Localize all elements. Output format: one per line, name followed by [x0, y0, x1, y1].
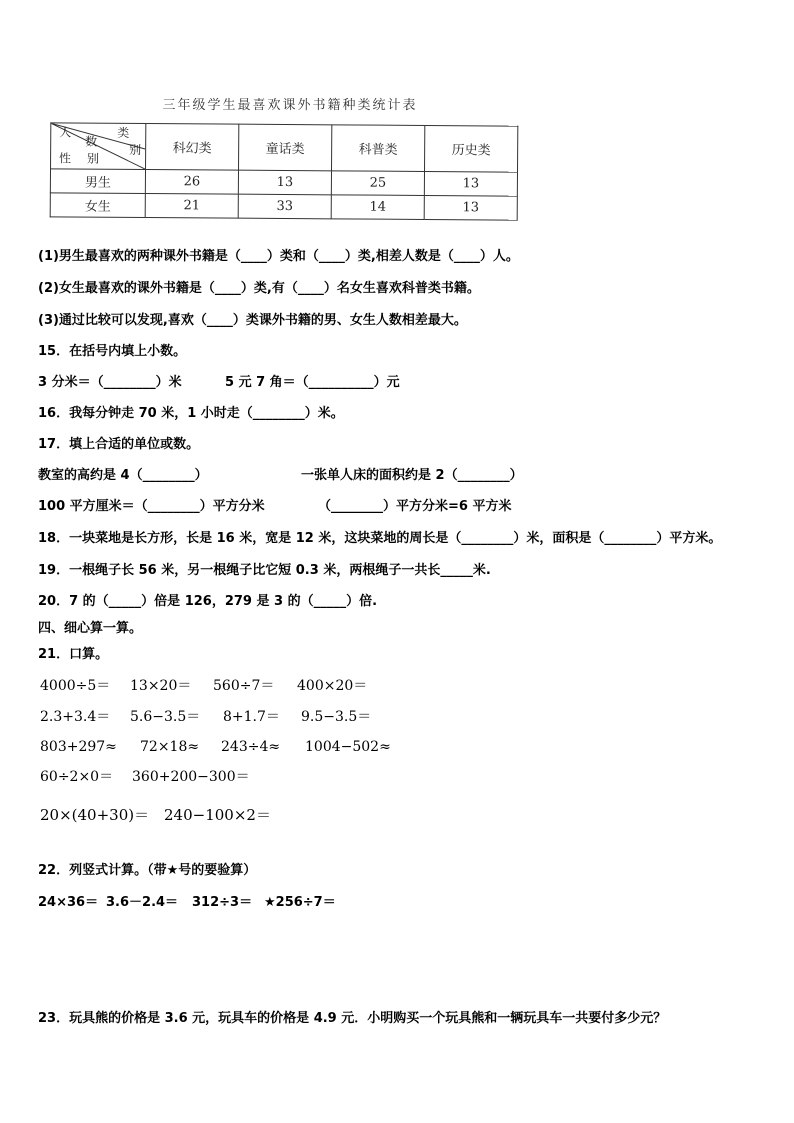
- question-22-items: [38, 895, 336, 911]
- col-header: 历史类: [425, 125, 518, 172]
- table-cell: 13: [238, 170, 331, 195]
- corner-label-shu: 数: [85, 134, 98, 149]
- oral-item: 60÷2×0＝: [40, 769, 114, 785]
- vertical-calc-item: 312÷3＝: [192, 895, 253, 910]
- table-cell: 14: [331, 195, 424, 220]
- question-22: 22．列竖式计算。（带★号的要验算）: [38, 863, 257, 878]
- table-row: [50, 169, 517, 196]
- question-14-3: (3)通过比较可以发现,喜欢（____）类课外书籍的男、女生人数相差最大。: [38, 313, 467, 328]
- section-4-heading: 四、细心算一算。: [38, 621, 143, 636]
- question-19: 19．一根绳子长 56 米，另一根绳子比它短 0.3 米，两根绳子一共长_____米.: [38, 563, 491, 578]
- question-15-items: [38, 375, 400, 391]
- oral-item: 20×(40+30)＝: [40, 806, 150, 824]
- question-15-a: 3 分米＝（________）米: [38, 375, 182, 390]
- table-title: 三年级学生最喜欢课外书籍种类统计表: [162, 98, 418, 113]
- oral-item: 2.3+3.4＝: [40, 709, 111, 725]
- oral-item: 9.5−3.5＝: [301, 709, 372, 725]
- question-18: 18．一块菜地是长方形，长是 16 米，宽是 12 米，这块菜地的周长是（________）米，面积是（________）平方米。: [38, 531, 722, 546]
- oral-item: 803+297≈: [40, 739, 117, 755]
- table-corner-cell: [51, 123, 146, 170]
- row-label: 男生: [50, 169, 145, 194]
- question-15: 15．在括号内填上小数。: [38, 344, 187, 359]
- oral-item: 400×20＝: [297, 678, 368, 694]
- table-cell: 13: [424, 171, 517, 196]
- oral-row: [40, 806, 271, 824]
- question-17-c: 100 平方厘米＝（________）平方分米: [38, 499, 265, 514]
- corner-label-xing: 性: [59, 151, 72, 166]
- question-17-row1: [38, 468, 523, 484]
- table-row: [50, 193, 517, 220]
- question-17: 17．填上合适的单位或数。: [38, 437, 200, 452]
- col-header: 科幻类: [146, 124, 239, 171]
- question-20: 20．7 的（_____）倍是 126，279 是 3 的（_____）倍.: [38, 594, 378, 609]
- oral-item: 240−100×2＝: [164, 806, 271, 824]
- oral-item: 560÷7＝: [213, 678, 275, 694]
- corner-label-ren: 人: [59, 125, 72, 140]
- oral-item: 13×20＝: [130, 678, 192, 694]
- vertical-calc-item: 24×36＝: [38, 895, 99, 910]
- oral-row: [40, 708, 371, 726]
- table-cell: 21: [145, 194, 238, 219]
- question-14-1: (1)男生最喜欢的两种课外书籍是（____）类和（____）类,相差人数是（____）人。: [38, 249, 519, 264]
- oral-item: 1004−502≈: [305, 739, 391, 755]
- table-cell: 25: [331, 171, 424, 196]
- question-23: 23．玩具熊的价格是 3.6 元，玩具车的价格是 4.9 元．小明购买一个玩具熊和一辆玩具车一共要付多少元？: [38, 1011, 667, 1026]
- corner-label-bie1: 别: [129, 142, 142, 158]
- oral-item: 243÷4≈: [221, 739, 281, 755]
- question-17-row2: [38, 499, 511, 515]
- oral-item: 4000÷5＝: [40, 678, 111, 694]
- col-header: 科普类: [332, 125, 425, 172]
- oral-item: 72×18≈: [140, 739, 200, 755]
- oral-item: 360+200−300＝: [132, 769, 250, 785]
- question-14-2: (2)女生最喜欢的课外书籍是（____）类,有（____）名女生喜欢科普类书籍。: [38, 281, 480, 296]
- corner-label-bie2: 别: [87, 151, 100, 166]
- question-17-d: （________）平方分米=6 平方米: [318, 499, 512, 514]
- oral-row: [40, 768, 250, 786]
- table-cell: 26: [145, 170, 238, 195]
- col-header: 童话类: [239, 124, 332, 171]
- question-16: 16．我每分钟走 70 米，1 小时走（________）米。: [38, 406, 344, 421]
- book-stats-table: [50, 122, 519, 220]
- corner-label-lei: 类: [117, 125, 130, 140]
- oral-row: [40, 677, 367, 695]
- oral-row: [40, 738, 391, 756]
- table-header-row: [51, 123, 518, 172]
- vertical-calc-item: ★256÷7＝: [264, 895, 336, 910]
- table-cell: 13: [424, 195, 517, 220]
- oral-item: 5.6−3.5＝: [130, 709, 201, 725]
- vertical-calc-item: 3.6－2.4＝: [106, 895, 179, 910]
- question-17-a: 教室的高约是 4（________）: [38, 468, 208, 483]
- question-15-b: 5 元 7 角＝（__________）元: [225, 375, 400, 390]
- table-cell: 33: [238, 194, 331, 219]
- row-label: 女生: [50, 193, 145, 218]
- question-17-b: 一张单人床的面积约是 2（________）: [301, 468, 523, 483]
- oral-item: 8+1.7＝: [223, 709, 280, 725]
- question-21: 21．口算。: [38, 647, 109, 662]
